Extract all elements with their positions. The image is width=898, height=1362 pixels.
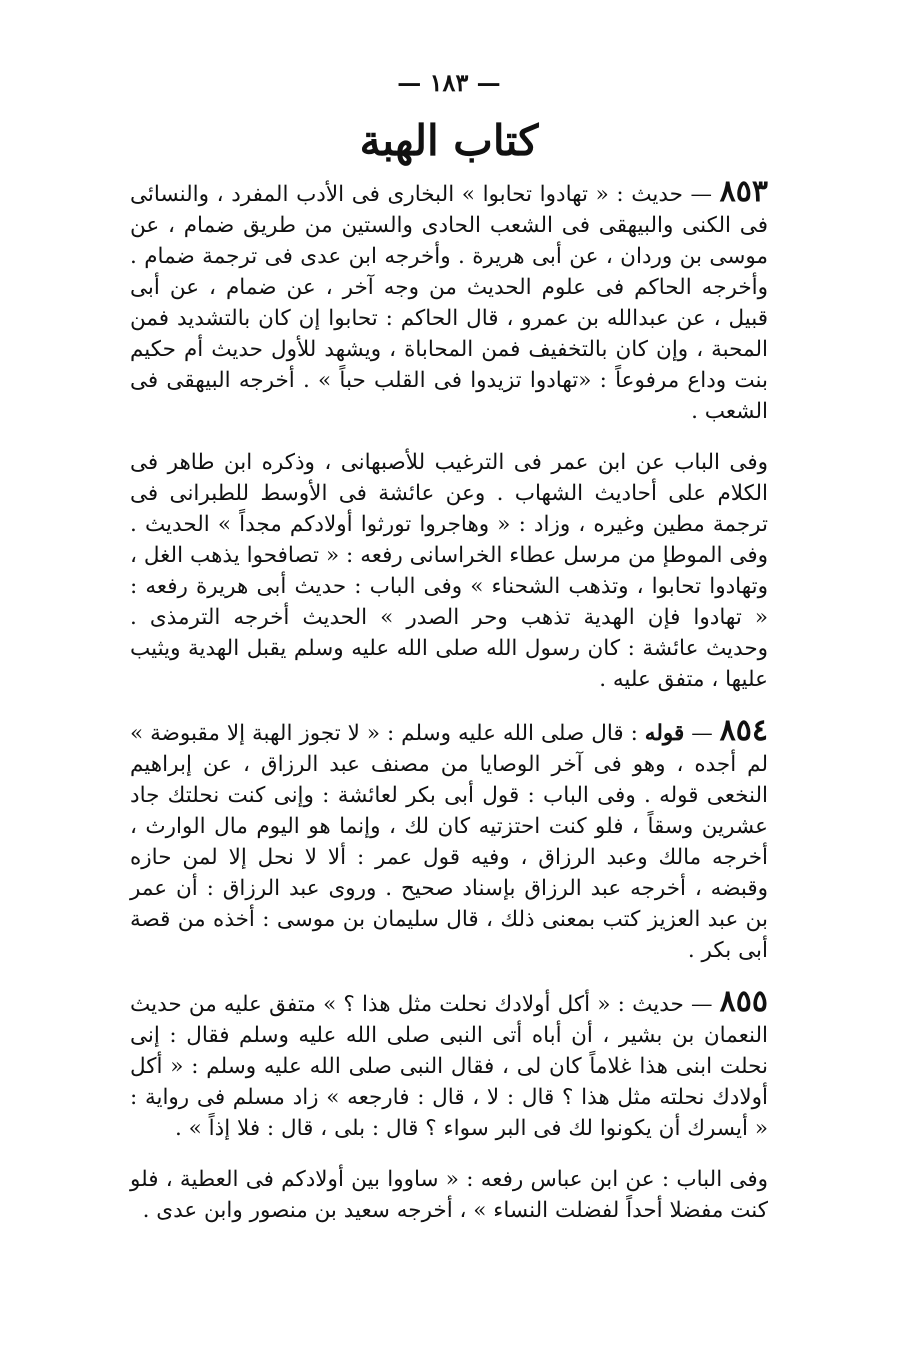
entry-dash: — — [684, 721, 720, 746]
entry-number: ٨٥٥ — [719, 984, 768, 1019]
paragraph-855-bab — [130, 1164, 768, 1226]
entry-lemma: قوله — [644, 721, 685, 746]
paragraph-854 — [130, 715, 768, 966]
chapter-title: كتاب الهبة — [359, 116, 539, 165]
paragraph-text: حديث : « أكل أولادك نحلت مثل هذا ؟ » متفق عليه من حديث النعمان بن بشير ، أن أباه أتى النبى صلى الله عليه وسلم فقال : إنى نحلت ابنى هذا غلاماً كان لى ، فقال النبى صلى الله عليه وسلم : « أكل أولادك نحلته مثل هذا ؟ قال : لا ، قال : فارجعه » زاد مسلم فى رواية : « أيسرك أن يكونوا لك فى البر سواء ؟ قال : بلى ، قال : فلا إذاً » . — [130, 992, 768, 1141]
entry-number: ٨٥٣ — [719, 174, 769, 209]
paragraph-text: وفى الباب عن ابن عمر فى الترغيب للأصبهانى ، وذكره ابن طاهر فى الكلام على أحاديث الشهاب . وعن عائشة فى الأوسط للطبرانى فى ترجمة مطين وغيره ، وزاد : « وهاجروا تورثوا أولادكم مجداً » الحديث . وفى الموطإ من مرسل عطاء الخراسانى رفعه : « تصافحوا يذهب الغل ، وتهادوا تحابوا ، وتذهب الشحناء » وفى الباب : حديث أبى هريرة رفعه : « تهادوا فإن الهدية تذهب وحر الصدر » الحديث أخرجه الترمذى . وحديث عائشة : كان رسول الله صلى الله عليه وسلم يقبل الهدية ويثيب عليها ، متفق عليه . — [130, 450, 768, 692]
paragraph-text: وفى الباب : عن ابن عباس رفعه : « ساووا بين أولادكم فى العطية ، فلو كنت مفضلا أحداً لفضلت النساء » ، أخرجه سعيد بن منصور وابن عدى . — [130, 1167, 768, 1223]
paragraph-853 — [130, 176, 768, 427]
entry-dash: — — [682, 182, 720, 207]
paragraph-855 — [130, 986, 768, 1144]
paragraph-853-bab — [130, 447, 768, 695]
paragraph-text: حديث : « تهادوا تحابوا » البخارى فى الأدب المفرد ، والنسائى فى الكنى والبيهقى فى الشعب الحادى والستين من طريق ضمام ، عن موسى بن وردان ، عن أبى هريرة . وأخرجه ابن عدى فى ترجمة ضمام . وأخرجه الحاكم فى علوم الحديث من وجه آخر ، عن ضمام ، عن أبى قبيل ، عن عبدالله بن عمرو ، قال الحاكم : تحابوا إن كان بالتشديد فمن المحبة ، وإن كان بالتخفيف فمن المحاباة ، ويشهد للأول حديث أم حكيم بنت وداع مرفوعاً : «تهادوا تزيدوا فى القلب حباً » . أخرجه البيهقى فى الشعب . — [130, 182, 768, 424]
paragraph-text: : قال صلى الله عليه وسلم : « لا تجوز الهبة إلا مقبوضة » لم أجده ، وهو فى آخر الوصايا من مصنف عبد الرزاق ، عن إبراهيم النخعى قوله . وفى الباب : قول أبى بكر لعائشة : وإنى كنت نحلتك جاد عشرين وسقاً ، فلو كنت احتزتيه كان لك ، وإنما هو اليوم مال الوارث ، أخرجه مالك وعبد الرزاق ، وفيه قول عمر : ألا لا نحل إلا لمن حازه وقبضه ، أخرجه عبد الرزاق بإسناد صحيح . وروى عبد الرزاق : أن عمر بن عبد العزيز كتب بمعنى ذلك ، قال سليمان بن موسى : أخذه من قصة أبى بكر . — [130, 721, 768, 963]
entry-dash: — — [683, 992, 720, 1017]
entry-number: ٨٥٤ — [719, 713, 768, 748]
body-text — [130, 176, 768, 1226]
page-number: — ١٨٣ — — [397, 68, 501, 97]
